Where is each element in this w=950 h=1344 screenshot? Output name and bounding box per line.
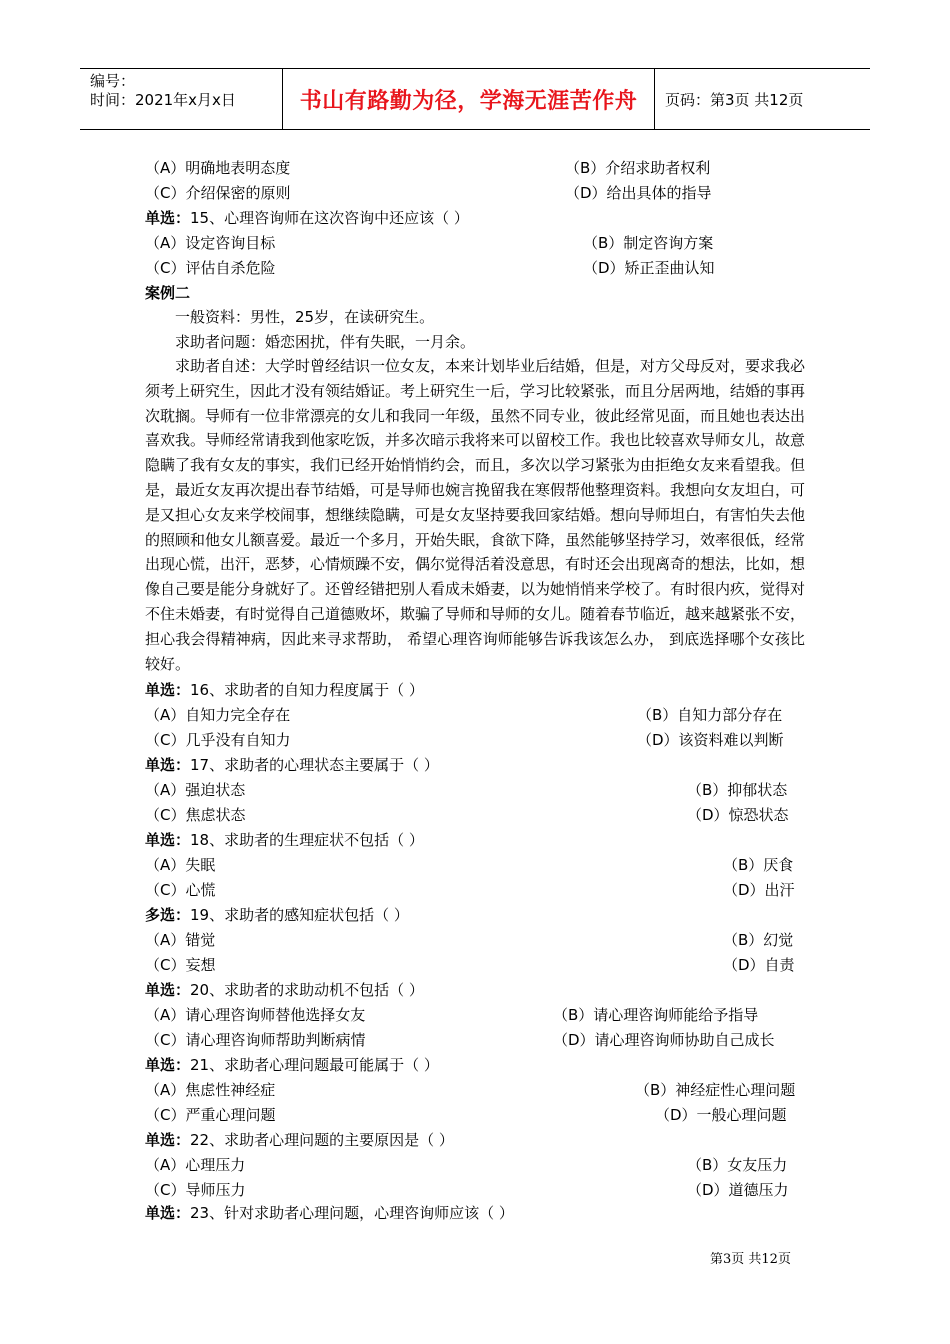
option-c: （C）妄想 [145, 956, 216, 974]
option-a: （A）失眠 [145, 856, 216, 874]
question-16 [145, 678, 424, 702]
question-21 [145, 1053, 439, 1077]
case-general-info: 一般资料：男性，25岁，在读研究生。 [175, 308, 435, 326]
number-label: 编号： [90, 72, 136, 90]
option-a: （A）强迫状态 [145, 781, 246, 799]
option-a: （A）自知力完全存在 [145, 706, 291, 724]
q19-row-ab [145, 928, 805, 952]
option-b: （B）自知力部分存在 [637, 706, 783, 724]
q21-row-cd [145, 1103, 805, 1127]
option-b: （B）请心理咨询师能给予指导 [553, 1006, 759, 1024]
q15-row-cd [145, 256, 805, 280]
header-meta [80, 69, 282, 129]
q14-row-ab [145, 156, 805, 180]
option-a: （A）请心理咨询师替他选择女友 [145, 1006, 366, 1024]
q18-row-cd [145, 878, 805, 902]
question-19 [145, 903, 409, 927]
option-d: （D）请心理咨询师协助自己成长 [553, 1031, 775, 1049]
option-b: （B）神经症性心理问题 [635, 1081, 796, 1099]
q15-option-d: （D）矫正歪曲认知 [583, 259, 715, 277]
q18-row-ab [145, 853, 805, 877]
option-b: （B）厌食 [723, 856, 794, 874]
q22-row-cd [145, 1178, 805, 1202]
option-c: （C）几乎没有自知力 [145, 731, 291, 749]
header-motto: 书山有路勤为径，学海无涯苦作舟 [282, 69, 655, 129]
question-type: 多选： [145, 906, 191, 924]
q14-row-cd [145, 181, 805, 205]
question-stem: 16、求助者的自知力程度属于（ ） [190, 681, 424, 699]
option-d: （D）该资料难以判断 [637, 731, 784, 749]
case-title: 案例二 [145, 284, 191, 302]
question-stem: 17、求助者的心理状态主要属于（ ） [190, 756, 439, 774]
q22-row-ab [145, 1153, 805, 1177]
header-page-label: 页码：第3页 共12页 [665, 90, 804, 109]
q16-row-ab [145, 703, 805, 727]
option-a: （A）心理压力 [145, 1156, 246, 1174]
q15-row-ab [145, 231, 805, 255]
q14-option-d: （D）给出具体的指导 [565, 184, 712, 202]
option-c: （C）焦虑状态 [145, 806, 246, 824]
option-d: （D）惊恐状态 [687, 806, 789, 824]
option-c: （C）导师压力 [145, 1181, 246, 1199]
question-18 [145, 828, 424, 852]
q14-option-b: （B）介绍求助者权利 [565, 159, 711, 177]
question-stem: 23、针对求助者心理问题，心理咨询师应该（ ） [190, 1204, 514, 1222]
q14-option-a: （A）明确地表明态度 [145, 159, 291, 177]
question-type: 单选： [145, 1204, 191, 1222]
option-b: （B）幻觉 [723, 931, 794, 949]
q17-row-ab [145, 778, 805, 802]
option-d: （D）一般心理问题 [655, 1106, 787, 1124]
question-stem: 20、求助者的求助动机不包括（ ） [190, 981, 424, 999]
option-d: （D）自责 [723, 956, 795, 974]
question-type: 单选： [145, 756, 191, 774]
q17-row-cd [145, 803, 805, 827]
q14-option-c: （C）介绍保密的原则 [145, 184, 291, 202]
question-stem: 21、求助者心理问题最可能属于（ ） [190, 1056, 439, 1074]
question-stem: 15、心理咨询师在这次咨询中还应该（ ） [190, 209, 469, 227]
question-23 [145, 1201, 514, 1225]
question-type: 单选： [145, 209, 191, 227]
q15-option-c: （C）评估自杀危险 [145, 259, 276, 277]
option-d: （D）道德压力 [687, 1181, 789, 1199]
option-a: （A）焦虑性神经症 [145, 1081, 276, 1099]
question-type: 单选： [145, 831, 191, 849]
option-a: （A）错觉 [145, 931, 216, 949]
question-20 [145, 978, 424, 1002]
case-problem: 求助者问题：婚恋困扰，伴有失眠，一月余。 [175, 333, 476, 351]
q21-row-ab [145, 1078, 805, 1102]
q20-row-cd [145, 1028, 805, 1052]
option-b: （B）女友压力 [687, 1156, 788, 1174]
question-15 [145, 206, 469, 230]
question-type: 单选： [145, 981, 191, 999]
page-footer: 第3页 共12页 [710, 1252, 791, 1267]
question-type: 单选： [145, 1056, 191, 1074]
question-type: 单选： [145, 1131, 191, 1149]
question-stem: 18、求助者的生理症状不包括（ ） [190, 831, 424, 849]
q19-row-cd [145, 953, 805, 977]
question-stem: 19、求助者的感知症状包括（ ） [190, 906, 409, 924]
question-stem: 22、求助者心理问题的主要原因是（ ） [190, 1131, 454, 1149]
time-label: 时间：2021年x月x日 [90, 91, 236, 109]
option-c: （C）严重心理问题 [145, 1106, 276, 1124]
question-17 [145, 753, 439, 777]
question-22 [145, 1128, 454, 1152]
option-d: （D）出汗 [723, 881, 795, 899]
option-b: （B）抑郁状态 [687, 781, 788, 799]
case-narrative: 求助者自述：大学时曾经结识一位女友，本来计划毕业后结婚，但是，对方父母反对，要求我必须考上研究生，因此才没有领结婚证。考上研究生一后，学习比较紧张，而且分居两地，结婚的事再次耽搁。导师有一位非常漂亮的女儿和我同一年级，虽然不同专业，彼此经常见面，而且她也表达出喜欢我。导师经常请我到他家吃饭，并多次暗示我将来可以留校工作。我也比较喜欢导师女儿，故意隐瞒了我有女友的事实，我们已经开始悄悄约会，而且，多次以学习紧张为由拒绝女友来看望我。但是，最近女友再次提出春节结婚，可是导师也婉言挽留我在寒假帮他整理资料。我想向女友坦白，可是又担心女友来学校闹事，想继续隐瞒，可是女友坚持要我回家结婚。想向导师坦白，有害怕失去他的照顾和他女儿额喜爱。最近一个多月，开始失眠，食欲下降，虽然能够坚持学习，效率很低，经常出现心慌，出汗，恶梦，心情烦躁不安，偶尔觉得活着没意思，有时还会出现离奇的想法，比如，想像自己要是能分身就好了。还曾经错把别人看成未婚妻，以为她悄悄来学校了。有时很内疚，觉得对不住未婚妻，有时觉得自己道德败坏，欺骗了导师和导师的女儿。随着春节临近，越来越紧张不安，担心我会得精神病，因此来寻求帮助， 希望心理咨询师能够告诉我该怎么办， 到底选择哪个女孩比较好。 [145, 357, 806, 673]
option-c: （C）请心理咨询师帮助判断病情 [145, 1031, 366, 1049]
q20-row-ab [145, 1003, 805, 1027]
question-type: 单选： [145, 681, 191, 699]
q15-option-a: （A）设定咨询目标 [145, 234, 276, 252]
page-header [80, 68, 870, 130]
option-c: （C）心慌 [145, 881, 216, 899]
q16-row-cd [145, 728, 805, 752]
q15-option-b: （B）制定咨询方案 [583, 234, 714, 252]
